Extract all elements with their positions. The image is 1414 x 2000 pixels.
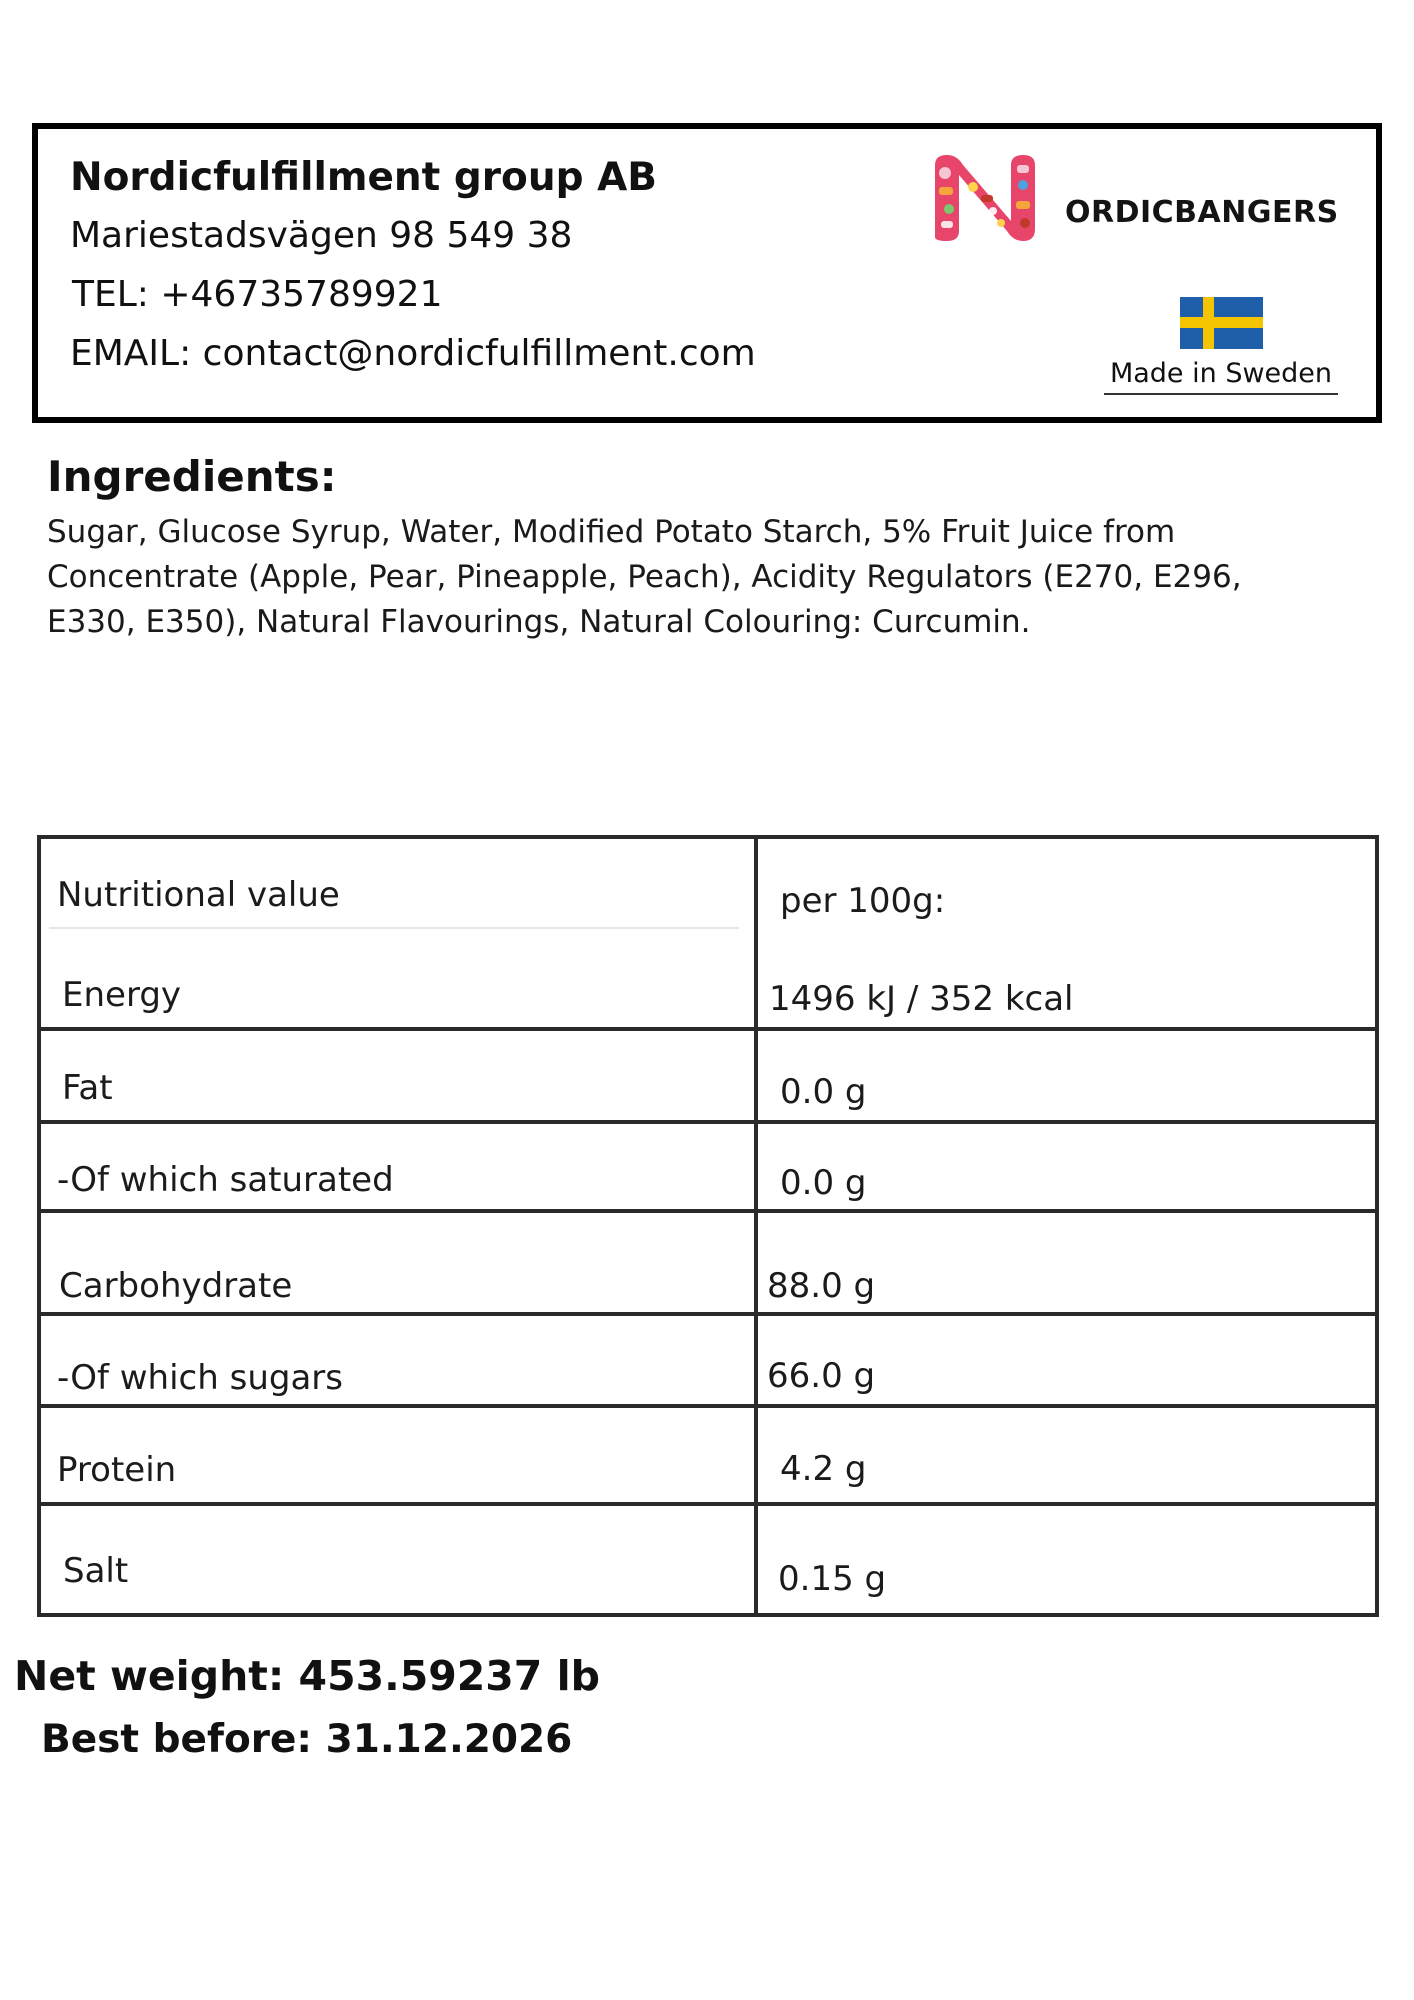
nutrition-value-sugars: 66.0 g bbox=[767, 1356, 876, 1396]
nutrition-label-carbohydrate: Carbohydrate bbox=[59, 1266, 293, 1306]
nutrition-table-column-divider bbox=[754, 835, 758, 1617]
net-weight: Net weight: 453.59237 lb bbox=[14, 1652, 601, 1700]
nordicbangers-logo bbox=[929, 151, 1359, 246]
nutrition-value-saturated: 0.0 g bbox=[780, 1163, 867, 1203]
nutrition-row-divider bbox=[37, 1120, 1379, 1124]
nutrition-row-divider bbox=[37, 1312, 1379, 1316]
nutrition-header-underline bbox=[49, 927, 739, 929]
logo-wordmark: ORDICBANGERS bbox=[1065, 195, 1339, 230]
nutrition-value-protein: 4.2 g bbox=[780, 1449, 867, 1489]
nutrition-label-energy: Energy bbox=[62, 975, 182, 1015]
nutrition-row-divider bbox=[37, 1209, 1379, 1213]
company-info-box bbox=[32, 123, 1382, 423]
nutrition-row-divider bbox=[37, 1404, 1379, 1408]
nutrition-table-border bbox=[37, 835, 1379, 1617]
nutrition-label-sugars: -Of which sugars bbox=[57, 1358, 343, 1398]
made-in-sweden-label: Made in Sweden bbox=[1104, 358, 1338, 395]
ingredients-list: Sugar, Glucose Syrup, Water, Modified Potato Starch, 5% Fruit Juice from Concentrate (Apple, Pear, Pineapple, Peach), Acidity Regulators (E270, E296, E330, E350), Natural Flavourings, Natural Colouring: Curcumin. bbox=[47, 514, 1242, 640]
company-phone: TEL: +46735789921 bbox=[72, 274, 443, 315]
company-name: Nordicfulfillment group AB bbox=[70, 155, 657, 200]
nordicbangers-candy-n-logo-icon bbox=[929, 151, 1061, 243]
company-address: Mariestadsvägen 98 549 38 bbox=[70, 215, 573, 256]
nutrition-header-value: per 100g: bbox=[780, 881, 946, 921]
nutrition-label-salt: Salt bbox=[63, 1551, 129, 1591]
nutrition-header-label: Nutritional value bbox=[57, 875, 340, 915]
swedish-flag-icon bbox=[1180, 297, 1263, 349]
nutrition-value-fat: 0.0 g bbox=[780, 1072, 867, 1112]
nutrition-value-energy: 1496 kJ / 352 kcal bbox=[769, 979, 1074, 1019]
nutrition-label-fat: Fat bbox=[62, 1068, 113, 1108]
nutrition-table bbox=[37, 835, 1379, 1617]
ingredients-heading: Ingredients: bbox=[47, 452, 337, 501]
nutrition-value-salt: 0.15 g bbox=[778, 1559, 887, 1599]
best-before-date: Best before: 31.12.2026 bbox=[41, 1717, 573, 1762]
company-email: EMAIL: contact@nordicfulfillment.com bbox=[70, 333, 756, 374]
nutrition-row-divider bbox=[37, 1027, 1379, 1031]
nutrition-value-carbohydrate: 88.0 g bbox=[767, 1266, 876, 1306]
nutrition-label-protein: Protein bbox=[57, 1450, 177, 1490]
nutrition-row-divider bbox=[37, 1502, 1379, 1506]
nutrition-label-saturated: -Of which saturated bbox=[57, 1160, 394, 1200]
